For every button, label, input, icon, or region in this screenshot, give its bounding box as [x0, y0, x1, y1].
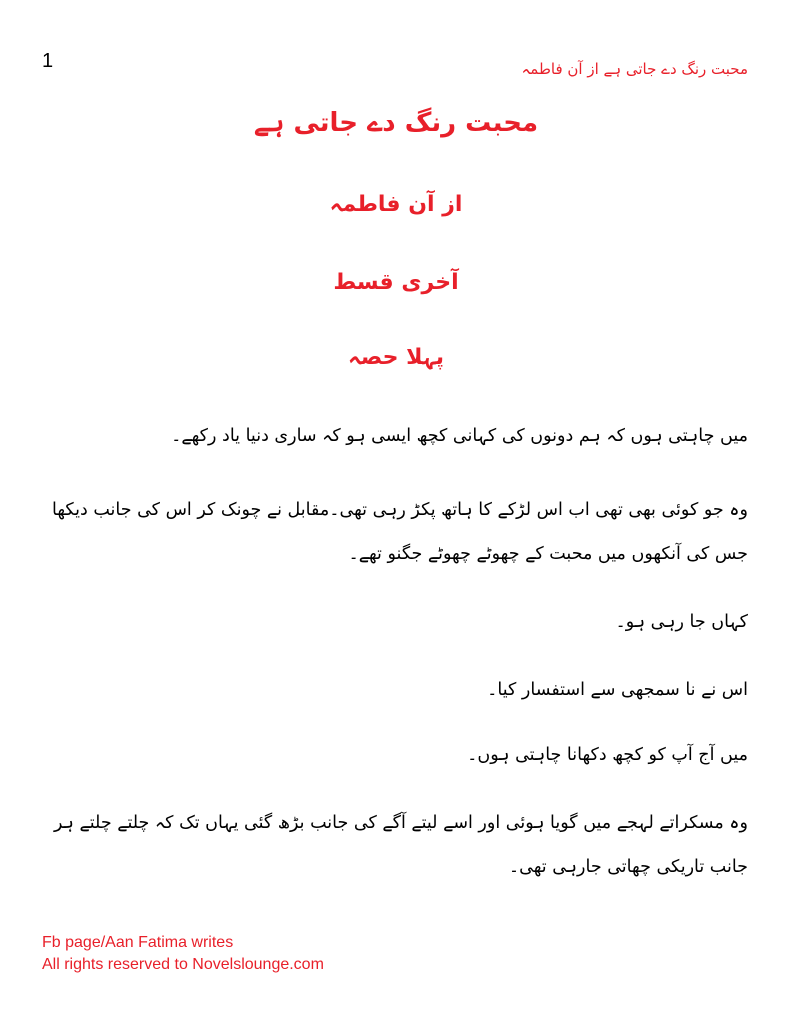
author-byline: از آن فاطمہ: [329, 192, 463, 217]
paragraph: [42, 668, 748, 712]
episode-label: آخری قسط: [333, 270, 459, 295]
paragraph-line: جس کی آنکھوں میں محبت کے چھوٹے چھوٹے جگنو تھے۔: [348, 544, 748, 564]
paragraph-line: جانب تاریکی چھاتی جارہی تھی۔: [508, 857, 748, 877]
paragraph: [42, 414, 748, 458]
paragraph: [42, 600, 748, 644]
part-label: پہلا حصہ: [348, 345, 444, 370]
story-title: محبت رنگ دے جاتی ہے: [253, 108, 539, 138]
paragraph-line: میں چاہتی ہوں کہ ہم دونوں کی کہانی کچھ ایسی ہو کہ ساری دنیا یاد رکھے۔: [171, 426, 748, 446]
paragraph-line: وہ مسکراتے لہجے میں گویا ہوئی اور اسے لیتے آگے کی جانب بڑھ گئی یہاں تک کہ چلتے چلتے ہر: [54, 813, 748, 833]
paragraph: [42, 801, 748, 889]
paragraph-line: اس نے نا سمجھی سے استفسار کیا۔: [487, 680, 748, 700]
paragraph: [42, 488, 748, 576]
page-number: 1: [42, 50, 54, 72]
footer-fb-page: Fb page/Aan Fatima writes: [42, 934, 234, 951]
paragraph-line: وہ جو کوئی بھی تھی اب اس لڑکے کا ہاتھ پکڑ رہی تھی۔مقابل نے چونک کر اس کی جانب دیکھا: [52, 500, 748, 520]
running-header: محبت رنگ دے جاتی ہے از آن فاطمہ: [521, 60, 748, 78]
paragraph: [42, 733, 748, 777]
paragraph-line: میں آج آپ کو کچھ دکھانا چاہتی ہوں۔: [467, 745, 748, 765]
footer-credits: [42, 932, 324, 976]
paragraph-line: کہاں جا رہی ہو۔: [615, 612, 748, 632]
footer-rights-notice: All rights reserved to Novelslounge.com: [42, 956, 324, 973]
